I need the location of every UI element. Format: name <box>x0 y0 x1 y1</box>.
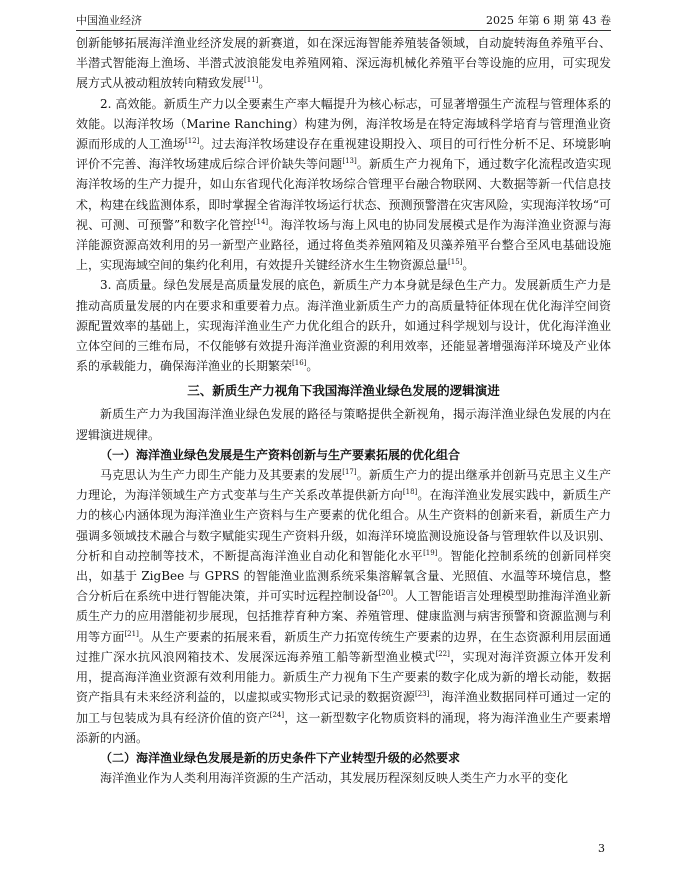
paragraph-text: 。人工智能语言处理模型助推海洋渔业新质生产力的应用潜能初步展现，包括推荐育种方案、养殖管理、健康监测与病害预警和资源监测与利用等方面 <box>76 589 611 644</box>
citation-ref: [17] <box>342 468 357 477</box>
subsection-heading-1: （一）海洋渔业绿色发展是生产资料创新与生产要素拓展的优化组合 <box>100 447 461 462</box>
article-body <box>76 33 611 788</box>
citation-ref: [11] <box>244 76 259 85</box>
paragraph-text: ，海洋渔业数据同样可通过一定的加工与包装成为具有经济价值的资产 <box>76 690 611 725</box>
paragraph-text: ，实现对海洋资源立体开发利用，提高海洋渔业资源有效利用能力。新质生产力视角下生产要素的数字化成为新的增长动能，数据资产指具有未来经济利益的，以虚拟或实物形式记录的数据资源 <box>76 649 611 705</box>
paragraph-text: 。 <box>462 258 475 273</box>
paragraph-high-efficiency <box>76 94 611 276</box>
running-header <box>76 10 611 31</box>
paragraph-text: 3. 高质量。绿色发展是高质量发展的底色，新质生产力本身就是绿色生产力。发展新质生产力是推动高质量发展的内在要求和重要着力点。海洋渔业新质生产力的高质量特征体现在优化海洋空间资源配置效率的基础上，实现海洋渔业生产力优化组合的跃升，如通过科学规划与设计，优化海洋渔业立体空间的三维布局，不仅能够有效提升海洋渔业资源的利用效率，还能显著增强海洋环境及产业体系的承载能力，确保海洋渔业的长期繁荣 <box>76 278 611 374</box>
paragraph-high-quality <box>76 275 611 376</box>
citation-ref: [14] <box>253 217 269 226</box>
paragraph-text: 。从生产要素的拓展来看，新质生产力拓宽传统生产要素的边界，在生态资源利用层面通过推广深水抗风浪网箱技术、发展深远海养殖工船等新型渔业模式 <box>76 629 611 664</box>
citation-ref: [24] <box>269 710 285 719</box>
issue-info: 2025 年第 6 期 第 43 卷 <box>486 14 611 27</box>
citation-ref: [20] <box>378 589 394 598</box>
paragraph-intro: 新质生产力为我国海洋渔业绿色发展的路径与策略提供全新视角，揭示海洋渔业绿色发展的内在逻辑演进规律。 <box>76 407 611 442</box>
citation-ref: [19] <box>423 548 438 557</box>
citation-ref: [16] <box>292 359 307 368</box>
paragraph-text: 。智能化控制系统的创新同样突出，如基于 ZigBee 与 GPRS 的智能渔业监测系统采集溶解氧含量、光照值、水温等环境信息，整合分析后在系统中进行智能决策，并可实时远程控制设备 <box>76 548 611 604</box>
paragraph-text: 马克思认为生产力即生产能力及其要素的发展 <box>100 468 343 483</box>
citation-ref: [12] <box>184 137 200 146</box>
paragraph-text: 。新质生产力的提出继承并创新马克思主义生产力理论，为海洋领域生产方式变革与生产关系改革提供新方向 <box>76 468 611 503</box>
citation-ref: [15] <box>448 258 463 267</box>
citation-ref: [23] <box>415 690 430 699</box>
paragraph-text: 。 <box>258 76 271 91</box>
journal-name: 中国渔业经济 <box>76 14 142 27</box>
paragraph-continued <box>76 33 611 94</box>
paragraph-text: 2. 高效能。新质生产力以全要素生产率大幅提升为核心标志，可显著增强生产流程与管理体系的效能。以海洋牧场（Marine Ranching）构建为例，海洋牧场是在特定海域科学培育与管理渔业资源而形成的人工渔场 <box>76 96 611 152</box>
paragraph-marx <box>76 465 611 748</box>
page-number: 3 <box>598 842 605 855</box>
paragraph-fishery-history: 海洋渔业作为人类利用海洋资源的生产活动，其发展历程深刻反映人类生产力水平的变化 <box>100 771 569 786</box>
citation-ref: [18] <box>402 488 418 497</box>
citation-ref: [22] <box>435 649 450 658</box>
paragraph-text: 创新能够拓展海洋渔业经济发展的新赛道，如在深远海智能养殖装备领域，自动旋转海鱼养殖平台、半潜式智能海上渔场、半潜式波浪能发电养殖网箱、深远海机械化养殖平台等设施的应用，可实现发展方式从被动粗放转向精致发展 <box>76 36 611 91</box>
subsection-heading-2: （二）海洋渔业绿色发展是新的历史条件下产业转型升级的必然要求 <box>100 750 461 765</box>
paragraph-text: ，这一新型数字化物质资料的涌现，将为海洋渔业生产要素增添新的内涵。 <box>76 710 611 745</box>
section-heading: 三、新质生产力视角下我国海洋渔业绿色发展的逻辑演进 <box>187 383 500 399</box>
paragraph-text: 。海洋牧场与海上风电的协同发展模式是作为海洋渔业资源与海洋能源资源高效利用的另一新型产业路径，通过将鱼类养殖网箱及贝藻养殖平台整合至风电基础设施上，实现海域空间的集约化利用，有效提升关键经济水生生物资源总量 <box>76 217 611 273</box>
citation-ref: [21] <box>124 629 139 638</box>
paragraph-text: 。在海洋渔业发展实践中，新质生产力的核心内涵体现为海洋渔业生产资料与生产要素的优化组合。从生产资料的创新来看，新质生产力强调多领域技术融合与数字赋能实现生产资料升级，如海洋环境监测设施设备与管理软件以及识别、分析和自动控制等技术，不断提高海洋渔业自动化和智能化水平 <box>76 488 611 563</box>
paragraph-text: 。 <box>306 359 319 374</box>
paragraph-text: 。过去海洋牧场建设存在重视建设期投入、项目的可行性分析不足、环境影响评价不完善、海洋牧场建成后综合评价缺失等问题 <box>76 137 611 172</box>
paragraph-text: 。新质生产力视角下，通过数字化流程改造实现海洋牧场的生产力提升，如山东省现代化海洋牧场综合管理平台融合物联网、大数据等新一代信息技术，构建在线监测体系，即时掌握全省海洋牧场运行状态、预测预警潜在灾害风险，实现海洋牧场“可视、可测、可预警”和数字化管控 <box>76 157 611 232</box>
citation-ref: [13] <box>342 157 357 166</box>
